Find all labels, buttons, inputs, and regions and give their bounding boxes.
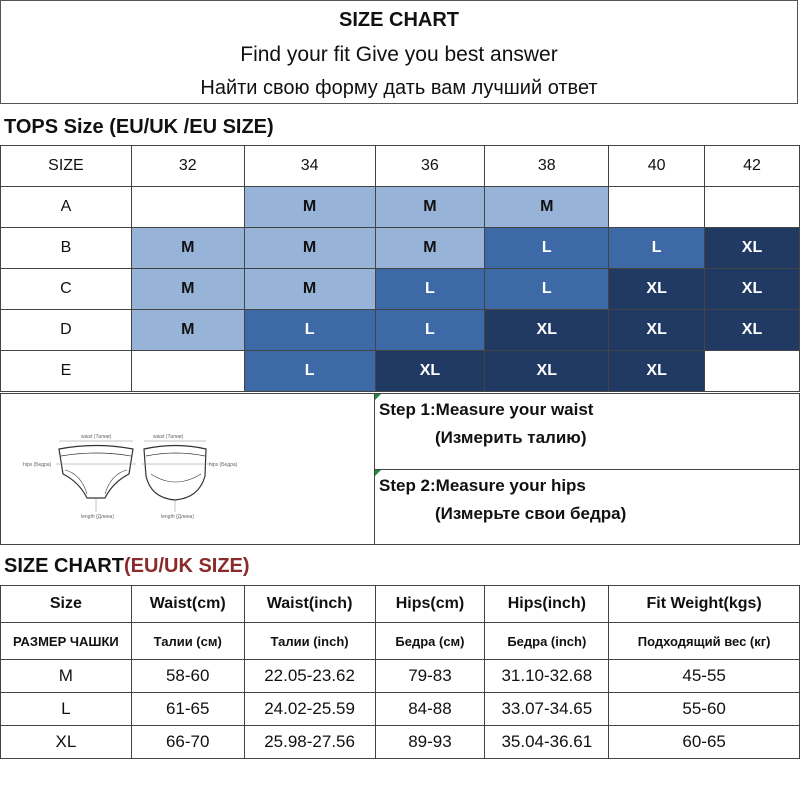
measurement-cell: 35.04-36.61 [485, 726, 609, 759]
table-row [1, 660, 800, 693]
size-cell: M [131, 269, 244, 310]
header-row-russian [1, 623, 800, 660]
cup-row-label: E [1, 351, 132, 392]
table-row [1, 693, 800, 726]
measurement-cell: 22.05-23.62 [244, 660, 375, 693]
size-cell: XL [485, 310, 609, 351]
briefs-front-icon [56, 441, 136, 512]
column-header: Size [1, 586, 132, 623]
cup-row-label: D [1, 310, 132, 351]
size-column-header: 32 [131, 146, 244, 187]
size-cell: M [375, 228, 485, 269]
column-header: Hips(inch) [485, 586, 609, 623]
measurements-table [0, 585, 800, 759]
size-cell: M [131, 310, 244, 351]
size-chart-title [4, 555, 250, 578]
briefs-illustration-svg [1, 394, 376, 546]
size-column-header: 40 [609, 146, 705, 187]
column-header: Подходящий вес (кг) [609, 623, 800, 660]
table-row [1, 351, 800, 392]
measurement-cell: 89-93 [375, 726, 485, 759]
measurement-cell: 33.07-34.65 [485, 693, 609, 726]
column-header: РАЗМЕР ЧАШКИ [1, 623, 132, 660]
header-row-english [1, 586, 800, 623]
measurement-cell: 66-70 [131, 726, 244, 759]
size-chart-title-accent: (EU/UK SIZE) [124, 555, 250, 577]
size-cell: M [244, 228, 375, 269]
step-2-translation: (Измерьте свои бедра) [435, 504, 627, 523]
step-1-title: Step 1:Measure your waist [379, 400, 594, 419]
size-column-header: 36 [375, 146, 485, 187]
left-length-label: length (Длина) [81, 514, 114, 520]
briefs-back-icon [141, 441, 211, 512]
measurement-cell: 61-65 [131, 693, 244, 726]
size-cell [609, 187, 705, 228]
size-cell: M [244, 269, 375, 310]
measurement-cell: XL [1, 726, 132, 759]
column-header: Hips(cm) [375, 586, 485, 623]
size-chart-title-main: SIZE CHART [4, 555, 124, 577]
size-cell: XL [609, 269, 705, 310]
measurement-cell: 79-83 [375, 660, 485, 693]
size-cell: XL [375, 351, 485, 392]
right-hips-label: hips (Бедра) [209, 462, 238, 468]
step-2 [375, 470, 799, 546]
size-cell: M [375, 187, 485, 228]
column-header: Талии (inch) [244, 623, 375, 660]
step-1 [375, 394, 799, 470]
step-1-translation: (Измерить талию) [435, 428, 587, 447]
size-cell [705, 187, 800, 228]
page-title: SIZE CHART [339, 9, 459, 31]
table-row [1, 310, 800, 351]
measurement-cell: 24.02-25.59 [244, 693, 375, 726]
column-header: Бедра (см) [375, 623, 485, 660]
measurement-cell: 31.10-32.68 [485, 660, 609, 693]
cup-row-label: A [1, 187, 132, 228]
cup-row-label: C [1, 269, 132, 310]
table-row [1, 228, 800, 269]
measurement-cell: 60-65 [609, 726, 800, 759]
size-cell: L [485, 228, 609, 269]
size-cell: XL [705, 310, 800, 351]
size-chart-header [0, 0, 798, 104]
measurement-cell: L [1, 693, 132, 726]
size-cell: L [609, 228, 705, 269]
column-header: Waist(cm) [131, 586, 244, 623]
measurement-cell: 45-55 [609, 660, 800, 693]
size-cell: L [244, 351, 375, 392]
size-header-row [1, 146, 800, 187]
column-header: Waist(inch) [244, 586, 375, 623]
subtitle-english: Find your fit Give you best answer [240, 43, 558, 66]
left-waist-label: waist (Талии) [81, 434, 112, 440]
column-header: Fit Weight(kgs) [609, 586, 800, 623]
measurement-cell: 55-60 [609, 693, 800, 726]
table-row [1, 187, 800, 228]
measurement-cell: M [1, 660, 132, 693]
right-waist-label: waist (Талии) [153, 434, 184, 440]
size-column-header: 42 [705, 146, 800, 187]
size-corner-label: SIZE [1, 146, 132, 187]
size-cell: M [485, 187, 609, 228]
size-cell: XL [609, 351, 705, 392]
size-cell: L [375, 310, 485, 351]
cup-row-label: B [1, 228, 132, 269]
size-cell: L [244, 310, 375, 351]
size-cell: XL [705, 269, 800, 310]
column-header: Бедра (inch) [485, 623, 609, 660]
size-column-header: 34 [244, 146, 375, 187]
tops-size-title: TOPS Size (EU/UK /EU SIZE) [4, 116, 274, 138]
size-cell: XL [609, 310, 705, 351]
size-cell [131, 351, 244, 392]
measurement-diagram [0, 393, 375, 545]
tops-size-table [0, 145, 800, 392]
size-column-header: 38 [485, 146, 609, 187]
measurement-cell: 58-60 [131, 660, 244, 693]
measurement-steps [375, 393, 800, 545]
table-row [1, 726, 800, 759]
size-cell: M [131, 228, 244, 269]
subtitle-russian: Найти свою форму дать вам лучший ответ [200, 77, 598, 99]
right-length-label: length (Длина) [161, 514, 194, 520]
size-cell [705, 351, 800, 392]
size-cell: L [375, 269, 485, 310]
table-row [1, 269, 800, 310]
size-cell: XL [705, 228, 800, 269]
size-cell [131, 187, 244, 228]
size-cell: M [244, 187, 375, 228]
measurement-cell: 25.98-27.56 [244, 726, 375, 759]
measurement-cell: 84-88 [375, 693, 485, 726]
column-header: Талии (см) [131, 623, 244, 660]
left-hips-label: hips (Бедра) [23, 462, 52, 468]
step-2-title: Step 2:Measure your hips [379, 476, 586, 495]
size-cell: L [485, 269, 609, 310]
size-cell: XL [485, 351, 609, 392]
